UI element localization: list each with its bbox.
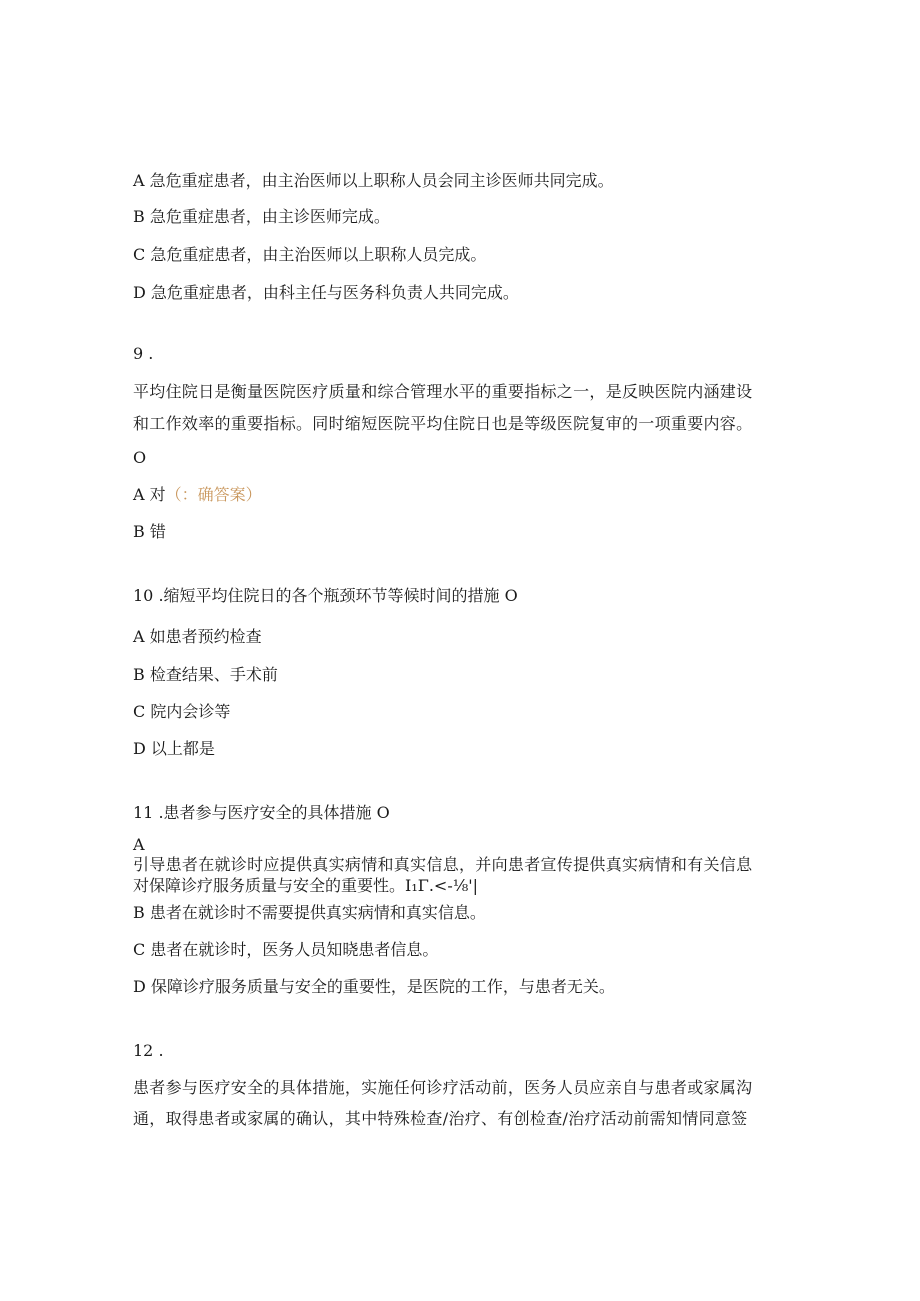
- q8-option-d: D 急危重症患者，由科主任与医务科负责人共同完成。: [133, 283, 519, 302]
- q9-option-a: [133, 485, 262, 505]
- q9-answer-blank: O: [133, 448, 147, 467]
- q12-number: 12 .: [133, 1041, 164, 1060]
- q9-stem-line-2: 和工作效率的重要指标。同时缩短医院平均住院日也是等级医院复审的一项重要内容。: [133, 414, 753, 433]
- q8-option-a: A 急危重症患者，由主治医师以上职称人员会同主诊医师共同完成。: [133, 171, 614, 190]
- q11-option-a-line-2: 对保障诊疗服务质量与安全的重要性。I₁Γ.<-⅛'|: [133, 876, 479, 895]
- q9-option-b: B 错: [133, 522, 166, 541]
- q9-option-a-label: A 对: [133, 485, 166, 504]
- q11-option-b: B 患者在就诊时不需要提供真实病情和真实信息。: [133, 903, 486, 922]
- q9-correct-answer-mark: （：确答案）: [165, 485, 262, 504]
- q11-option-d: D 保障诊疗服务质量与安全的重要性，是医院的工作，与患者无关。: [133, 977, 615, 996]
- q12-stem-line-1: 患者参与医疗安全的具体措施，实施任何诊疗活动前，医务人员应亲自与患者或家属沟: [133, 1078, 753, 1097]
- q10-option-b: B 检查结果、手术前: [133, 665, 278, 684]
- q11-option-a-letter: A: [133, 835, 145, 854]
- q11-stem: 11 .患者参与医疗安全的具体措施 O: [133, 803, 390, 822]
- q11-option-c: C 患者在就诊时，医务人员知晓患者信息。: [133, 940, 439, 959]
- q9-number: 9 .: [133, 344, 154, 363]
- q10-stem: 10 .缩短平均住院日的各个瓶颈环节等候时间的措施 O: [133, 586, 518, 605]
- q10-option-a: A 如患者预约检查: [133, 627, 262, 646]
- q9-stem-line-1: 平均住院日是衡量医院医疗质量和综合管理水平的重要指标之一，是反映医院内涵建设: [133, 382, 753, 401]
- q10-option-c: C 院内会诊等: [133, 702, 231, 721]
- q12-stem-line-2: 通，取得患者或家属的确认，其中特殊检查/治疗、有创检查/治疗活动前需知情同意签: [133, 1109, 748, 1128]
- q8-option-b: B 急危重症患者，由主诊医师完成。: [133, 207, 390, 226]
- q8-option-c: C 急危重症患者，由主治医师以上职称人员完成。: [133, 245, 487, 264]
- q11-option-a-line-1: 引导患者在就诊时应提供真实病情和真实信息，并向患者宣传提供真实病情和有关信息: [133, 855, 753, 874]
- q10-option-d: D 以上都是: [133, 739, 215, 758]
